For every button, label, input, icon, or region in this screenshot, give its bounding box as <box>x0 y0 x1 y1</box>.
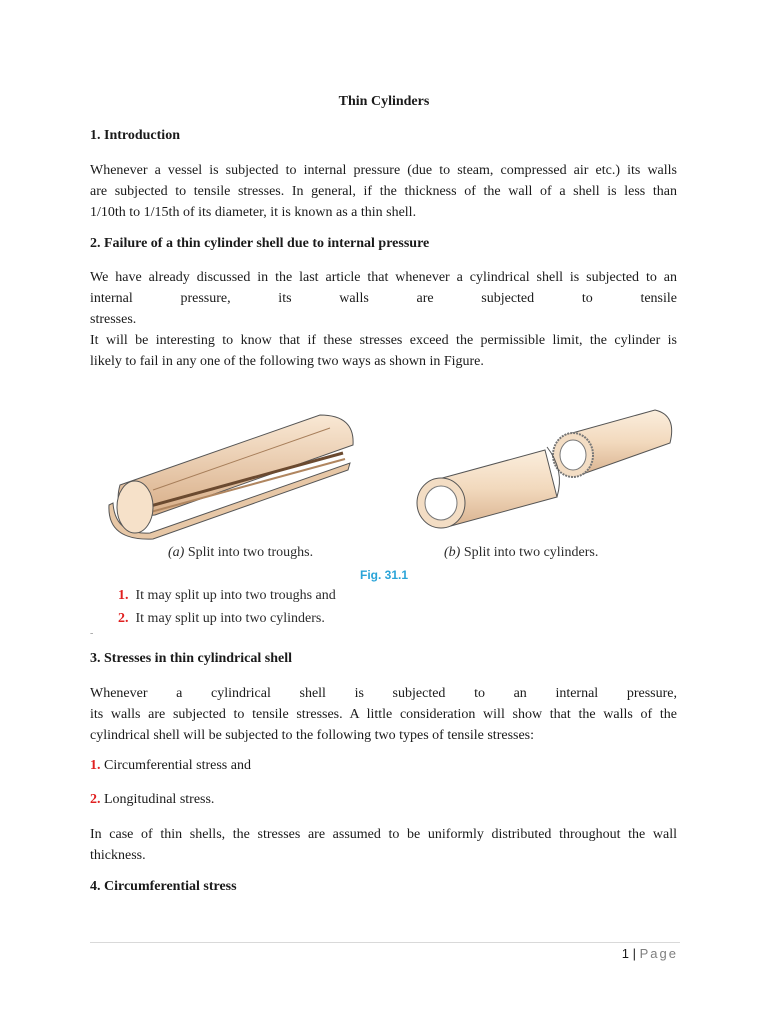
paragraph-line: Whenever a cylindrical shell is subjected to an internal pressure, <box>90 686 677 701</box>
caption-a-label: (a) <box>168 545 185 560</box>
section-heading-stresses: 3. Stresses in thin cylindrical shell <box>90 651 292 666</box>
introduction-paragraph <box>90 160 677 223</box>
page-footer <box>622 946 678 961</box>
paragraph-line: 1/10th to 1/15th of its diameter, it is known as a thin shell. <box>90 205 417 220</box>
caption-a <box>168 545 313 561</box>
section-heading-failure: 2. Failure of a thin cylinder shell due to internal pressure <box>90 236 430 251</box>
paragraph-line: cylindrical shell will be subjected to the following two types of tensile stresses: <box>90 728 535 743</box>
figure-list-item <box>118 588 336 604</box>
caption-b-label: (b) <box>444 545 461 560</box>
list-text: Circumferential stress and <box>100 758 251 773</box>
closing-paragraph <box>90 824 677 866</box>
paragraph-line: likely to fail in any one of the following two ways as shown in Figure. <box>90 354 484 369</box>
paragraph-line: It will be interesting to know that if these stresses exceed the permissible limit, the cylinder is <box>90 333 677 348</box>
page-number: 1 <box>621 946 630 961</box>
list-text: It may split up into two cylinders. <box>135 611 325 626</box>
figure-label: Fig. 31.1 <box>360 568 409 582</box>
list-text: It may split up into two troughs and <box>135 588 336 603</box>
caption-a-text: Split into two troughs. <box>184 545 314 560</box>
failure-paragraph <box>90 267 677 372</box>
paragraph-line: In case of thin shells, the stresses are assumed to be uniformly distributed throughout the wall <box>90 827 677 842</box>
stress-item <box>90 758 251 774</box>
caption-b-text: Split into two cylinders. <box>460 545 599 560</box>
footer-divider <box>90 942 680 943</box>
list-number: 1. <box>118 588 129 603</box>
list-number: 2. <box>118 611 129 626</box>
page-separator: | <box>629 946 640 961</box>
caption-b <box>444 545 598 561</box>
section-heading-introduction: 1. Introduction <box>90 128 180 143</box>
split-troughs-drawing <box>109 415 353 539</box>
stress-item <box>90 792 214 808</box>
paragraph-line: Whenever a vessel is subjected to internal pressure (due to steam, compressed air etc.) its walls <box>90 163 677 178</box>
stresses-paragraph <box>90 683 677 746</box>
stray-dash: - <box>90 628 94 639</box>
paragraph-line: thickness. <box>90 848 146 863</box>
figure-list-item <box>118 611 325 627</box>
page-title: Thin Cylinders <box>338 94 430 109</box>
list-number: 2. <box>90 792 101 807</box>
page-word: Page <box>639 946 678 961</box>
section-heading-circumferential: 4. Circumferential stress <box>90 879 237 894</box>
paragraph-line: internal pressure, its walls are subjected to tensile stresses. <box>90 291 677 327</box>
list-number: 1. <box>90 758 101 773</box>
pipe-illustration <box>95 395 685 545</box>
paragraph-line: its walls are subjected to tensile stresses. A little consideration will show that the walls of the <box>90 707 677 722</box>
split-cylinders-drawing <box>417 410 672 528</box>
list-text: Longitudinal stress. <box>100 792 215 807</box>
paragraph-line: We have already discussed in the last article that whenever a cylindrical shell is subjected to an <box>90 270 677 285</box>
paragraph-line: are subjected to tensile stresses. In general, if the thickness of the wall of a shell is less than <box>90 184 677 199</box>
